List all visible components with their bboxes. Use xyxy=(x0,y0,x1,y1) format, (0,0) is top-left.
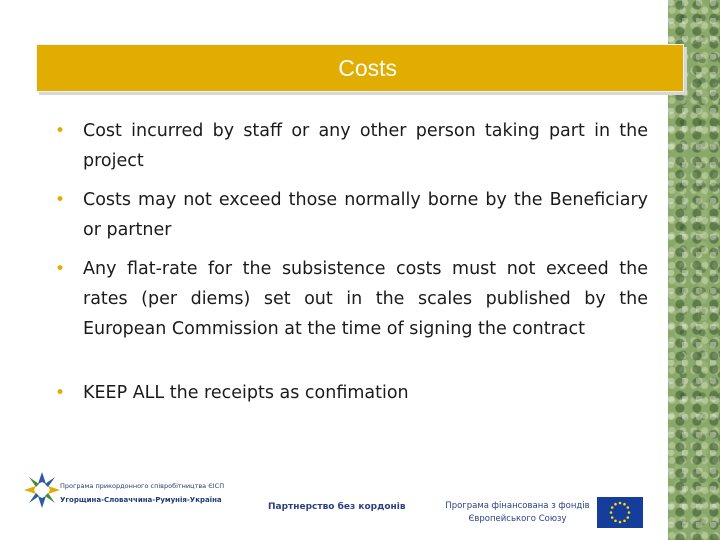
bullet-item xyxy=(52,185,648,245)
bullet-list xyxy=(52,116,648,417)
title-bar xyxy=(36,44,684,92)
bullet-dot-icon: • xyxy=(55,190,66,210)
bullet-dot-icon: • xyxy=(55,121,66,141)
program-name-line2: Угорщина-Словаччина-Румунія-Україна xyxy=(60,496,222,504)
bullet-dot-icon: • xyxy=(55,383,66,403)
bullet-text: Any flat-rate for the subsistence costs must not exceed the rates (per diems) set out in the scales published by the European Commission at the time of signing the contract xyxy=(83,259,648,339)
slide-title: Costs xyxy=(338,55,397,81)
bullet-item xyxy=(52,116,648,176)
star-cross-logo-icon xyxy=(22,470,62,510)
funding-note-line1: Програма фінансована з фондів xyxy=(445,501,590,511)
bullet-item xyxy=(52,378,648,408)
program-name-line1: Програма прикордонного співробітництва ЄІСП xyxy=(60,482,225,490)
bullet-text: Costs may not exceed those normally borne by the Beneficiary or partner xyxy=(83,190,648,240)
funding-note-line2: Європейського Союзу xyxy=(468,514,567,524)
bullet-text: KEEP ALL the receipts as confimation xyxy=(83,383,409,403)
bullet-item xyxy=(52,254,648,344)
eu-flag-icon xyxy=(597,497,643,528)
partnership-slogan: Партнерство без кордонів xyxy=(268,502,406,512)
bullet-dot-icon: • xyxy=(55,259,66,279)
footer-logos xyxy=(0,458,668,540)
funding-note xyxy=(440,500,595,526)
bullet-text: Cost incurred by staff or any other person taking part in the project xyxy=(83,121,648,171)
